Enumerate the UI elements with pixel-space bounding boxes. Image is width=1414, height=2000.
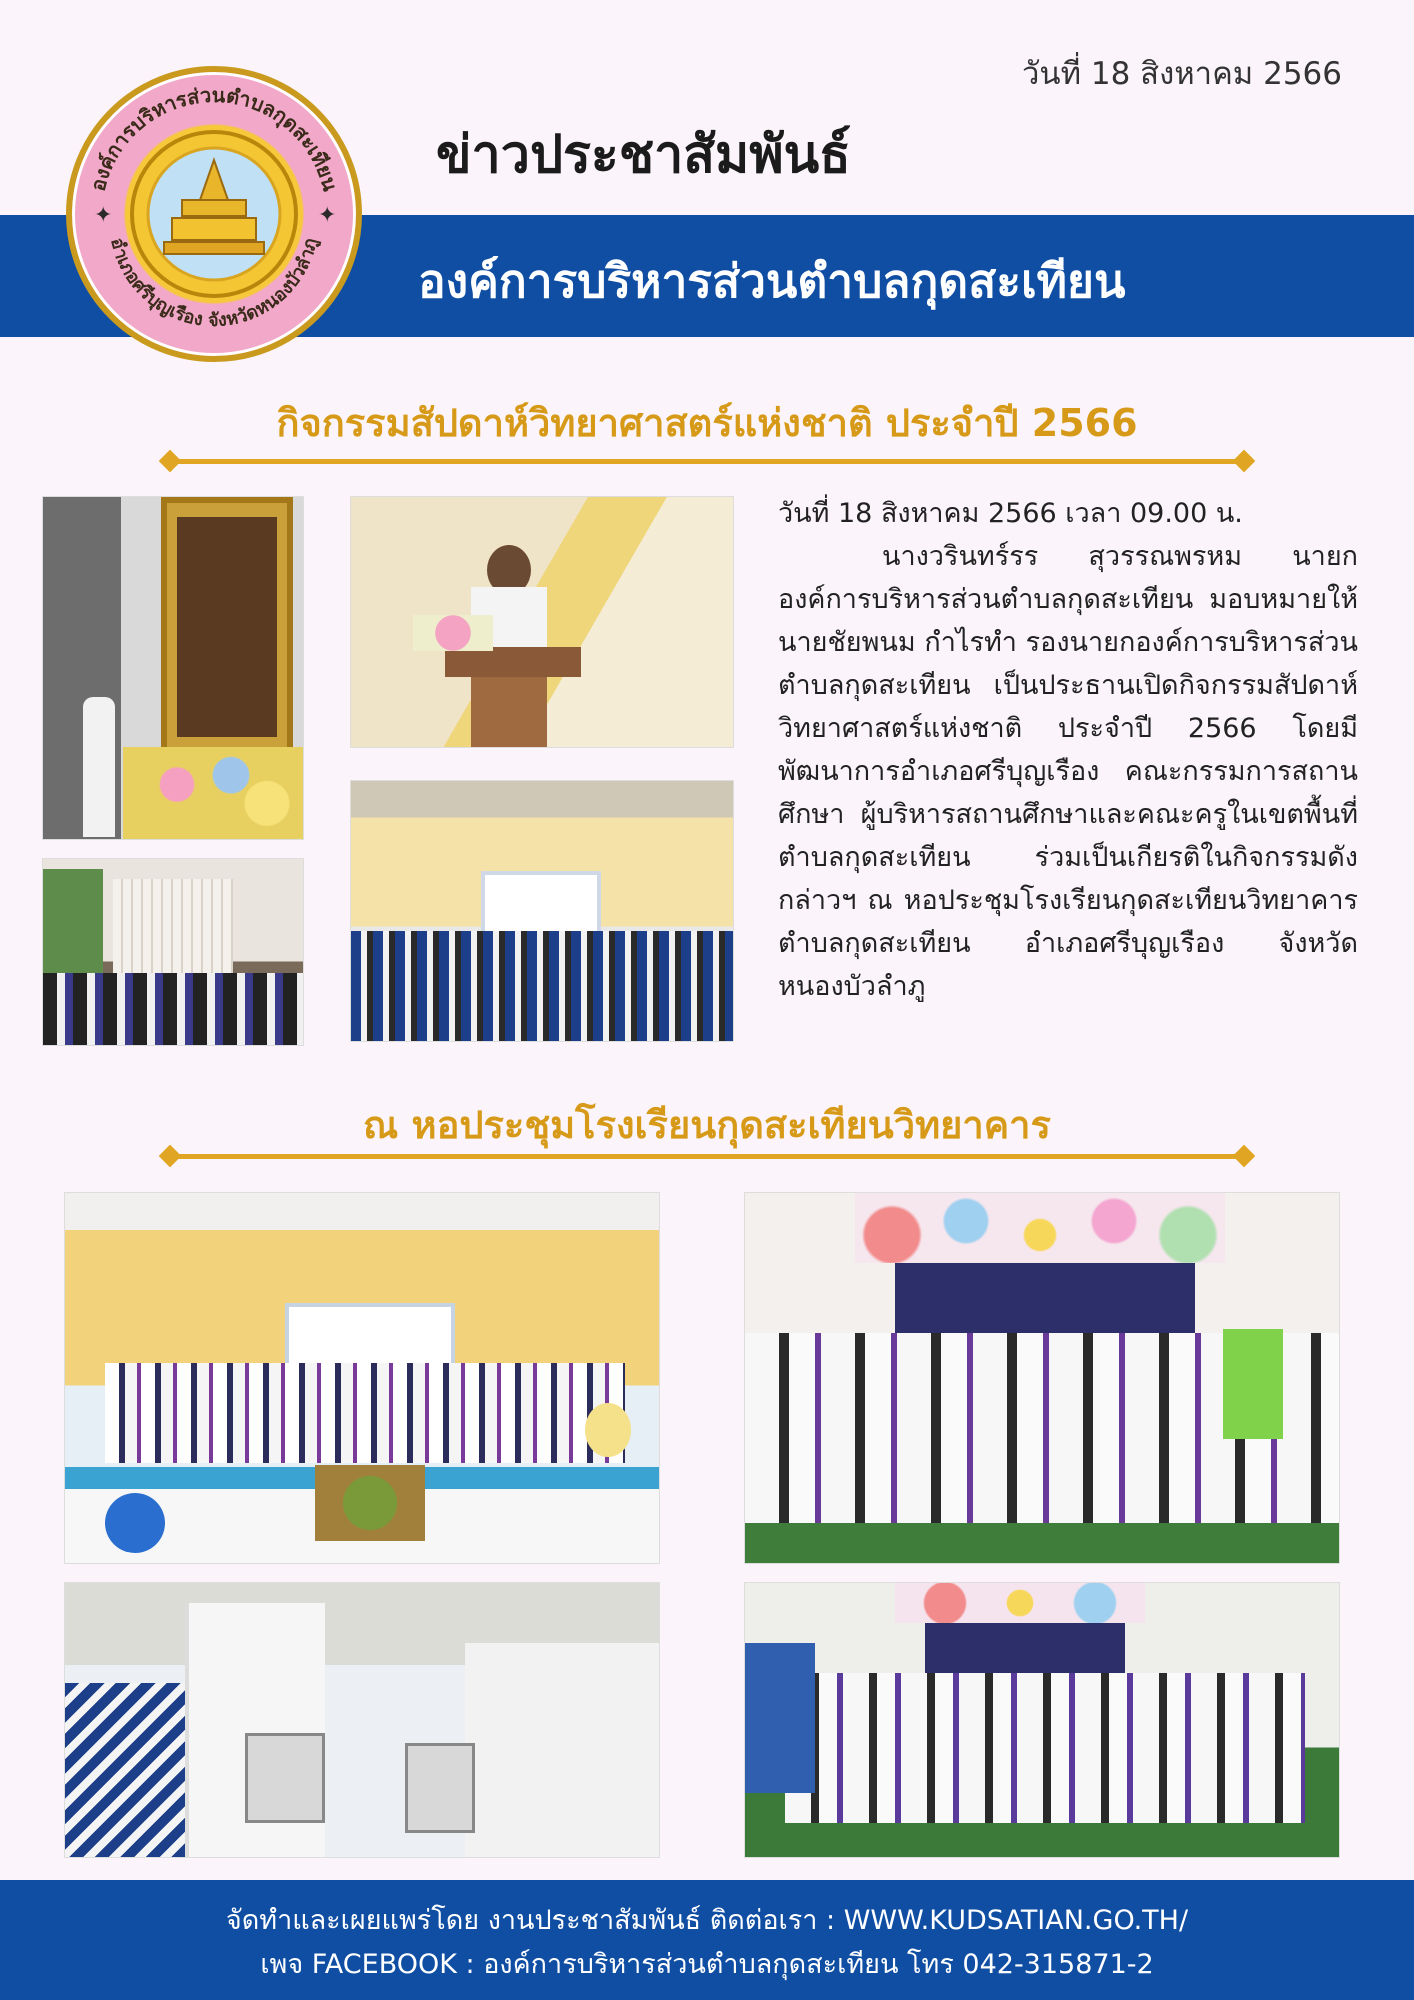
svg-text:✦: ✦ bbox=[94, 203, 113, 228]
logo-text-top: องค์การบริหารส่วนตำบลกุดสะเทียน bbox=[85, 82, 343, 194]
svg-text:✦: ✦ bbox=[318, 203, 337, 228]
organization-title: องค์การบริหารส่วนตำบลกุดสะเทียน bbox=[418, 254, 1126, 308]
document-date: วันที่ 18 สิงหาคม 2566 bbox=[1021, 56, 1342, 92]
footer-facebook-line: เพจ FACEBOOK : องค์การบริหารส่วนตำบลกุดสะเทียน โทร 042-315871-2 bbox=[260, 1949, 1154, 1980]
photo-speaker-podium bbox=[350, 496, 734, 748]
photo-stage-group bbox=[64, 1192, 660, 1564]
photo-microscope-activity bbox=[64, 1582, 660, 1858]
photo-officials-balloon-arch bbox=[744, 1192, 1340, 1564]
section-title-venue: ณ หอประชุมโรงเรียนกุดสะเทียนวิทยาคาร bbox=[363, 1103, 1051, 1147]
section-divider bbox=[160, 1146, 1254, 1166]
photo-king-portrait-ceremony bbox=[42, 496, 304, 840]
logo-text-bottom: อำเภอศรีบุญเรือง จังหวัดหนองบัวลำภู bbox=[106, 235, 322, 332]
page-title: ข่าวประชาสัมพันธ์ bbox=[436, 125, 851, 185]
footer-contact-line: จัดทำและเผยแพร่โดย งานประชาสัมพันธ์ ติดต่อเรา : WWW.KUDSATIAN.GO.TH/ bbox=[225, 1905, 1189, 1936]
organization-logo bbox=[66, 66, 362, 362]
logo-emblem-icon bbox=[72, 72, 356, 356]
section-title-activity: กิจกรรมสัปดาห์วิทยาศาสตร์แห่งชาติ ประจำปี 2566 bbox=[276, 401, 1138, 445]
photo-assembly-hall-students bbox=[350, 780, 734, 1042]
photo-guests-seated bbox=[42, 858, 304, 1046]
article-paragraph: นางวรินทร์รร สุวรรณพรหม นายกองค์การบริหารส่วนตำบลกุดสะเทียน มอบหมายให้ นายชัยพนม กำไรทำ รองนายกองค์การบริหารส่วนตำบลกุดสะเทียน เป็นประธานเปิดกิจกรรมสัปดาห์วิทยาศาสตร์แห่งชาติ ประจำปี 2566 โดยมี พัฒนาการอำเภอศรีบุญเรือง คณะกรรมการสถานศึกษา ผู้บริหารสถานศึกษาและคณะครูในเขตพื้นที่ ตำบลกุดสะเทียน ร่วมเป็นเกียรติในกิจกรรมดังกล่าวฯ ณ หอประชุมโรงเรียนกุดสะเทียนวิทยาคาร ตำบลกุดสะเทียน อำเภอศรีบุญเรือง จังหวัดหนองบัวลำภู bbox=[778, 541, 1358, 1002]
article-body bbox=[778, 492, 1358, 1008]
photo-group-thumbs-up bbox=[744, 1582, 1340, 1858]
article-lead: วันที่ 18 สิงหาคม 2566 เวลา 09.00 น. bbox=[778, 498, 1243, 529]
section-divider bbox=[160, 451, 1254, 471]
footer-band bbox=[0, 1880, 1414, 2000]
